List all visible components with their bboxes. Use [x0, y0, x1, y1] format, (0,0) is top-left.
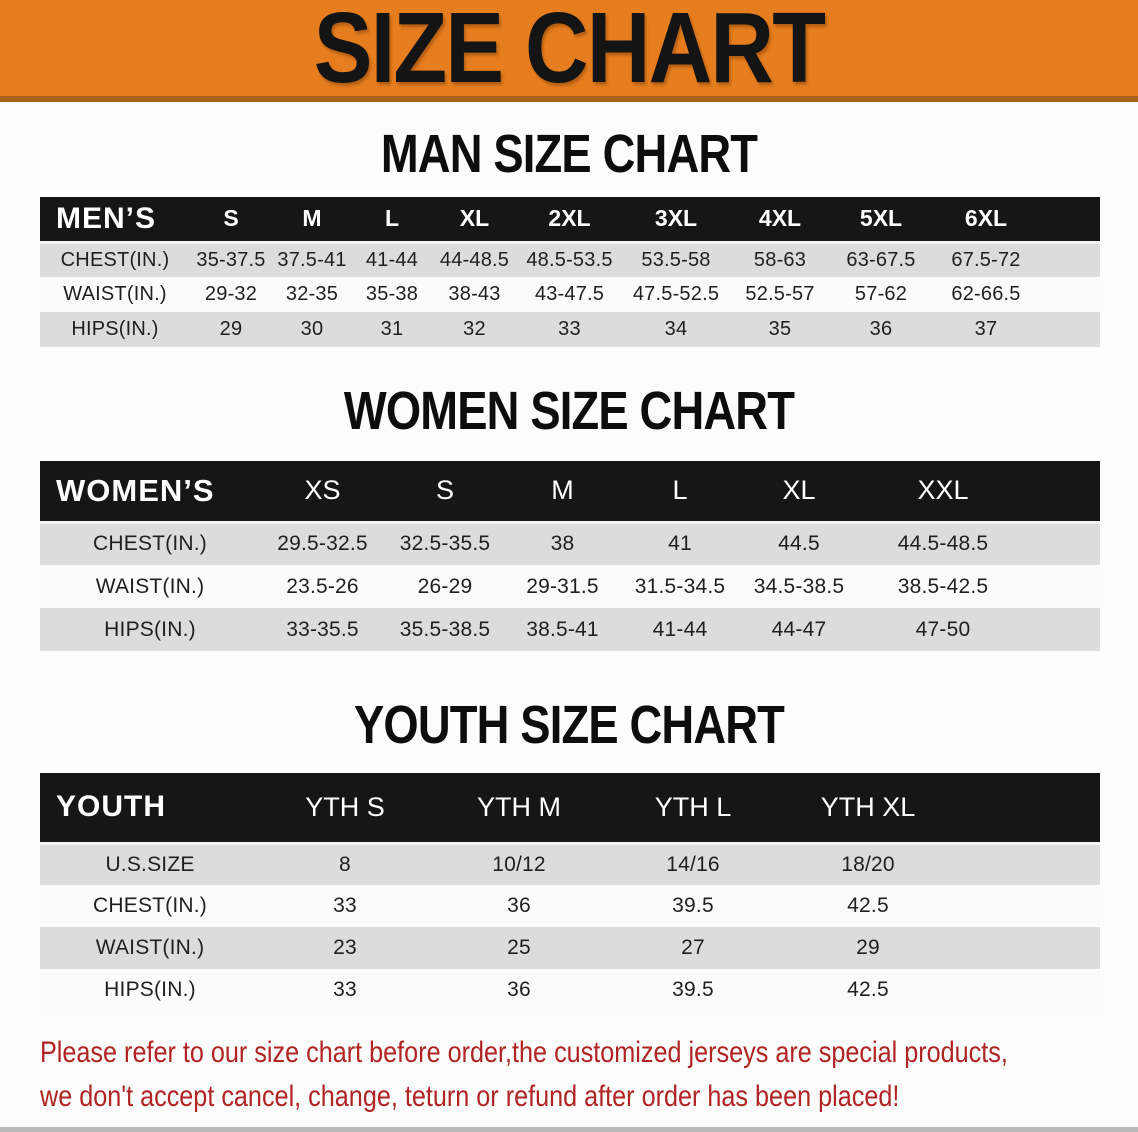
header-row	[40, 197, 1100, 242]
table-cell: 23.5-26	[286, 574, 359, 598]
column-header: 5XL	[830, 197, 932, 242]
table-cell: 32	[463, 318, 486, 340]
table-cell: 38.5-42.5	[897, 574, 989, 598]
table-cell: 44-48.5	[439, 248, 510, 271]
spacer-cell	[1028, 522, 1100, 565]
disclaimer-line-1: Please refer to our size chart before order,the customized jerseys are special products,	[40, 1036, 1008, 1069]
table-cell: 8	[339, 852, 351, 876]
column-header: S	[190, 197, 272, 242]
table-cell: 42.5	[847, 894, 889, 917]
table-cell: 47.5-52.5	[632, 283, 720, 305]
table-cell: 29.5-32.5	[277, 532, 368, 556]
table-cell: 63-67.5	[846, 248, 916, 271]
column-header: 2XL	[517, 197, 622, 242]
table-cell: 29-31.5	[526, 574, 599, 598]
table-cell: 31.5-34.5	[634, 574, 726, 598]
row-label: HIPS(IN.)	[71, 318, 159, 340]
row-label: HIPS(IN.)	[104, 617, 196, 641]
table-cell: 34.5-38.5	[753, 574, 845, 598]
table-cell: 27	[681, 936, 705, 959]
corner-label: WOMEN’S	[40, 461, 260, 522]
table-cell: 44.5-48.5	[897, 532, 989, 556]
column-header: L	[352, 197, 432, 242]
spacer-cell	[958, 843, 1100, 885]
column-header: M	[505, 461, 620, 522]
corner-label: MEN’S	[40, 197, 190, 242]
table-cell: 38-43	[448, 283, 501, 305]
spacer-cell	[1040, 242, 1100, 277]
row-label: CHEST(IN.)	[60, 248, 170, 271]
table-cell: 37.5-41	[277, 248, 347, 271]
spacer-cell	[1028, 461, 1100, 522]
table-cell: 23	[333, 936, 357, 959]
column-header: L	[620, 461, 740, 522]
row-label: WAIST(IN.)	[95, 936, 205, 959]
column-header: 6XL	[932, 197, 1040, 242]
column-header: XXL	[858, 461, 1028, 522]
women-size-table	[40, 461, 1100, 651]
table-row	[40, 522, 1100, 565]
spacer-cell	[958, 885, 1100, 927]
column-header: XL	[740, 461, 858, 522]
table-row	[40, 885, 1100, 927]
table-cell: 48.5-53.5	[526, 248, 613, 271]
table-cell: 10/12	[492, 852, 546, 876]
column-header: M	[272, 197, 352, 242]
spacer-cell	[1028, 565, 1100, 608]
table-row	[40, 277, 1100, 312]
table-row	[40, 843, 1100, 885]
spacer-cell	[958, 969, 1100, 1011]
order-disclaimer	[40, 1031, 1138, 1119]
table-cell: 29	[856, 936, 880, 959]
page-title: SIZE CHART	[313, 0, 825, 104]
disclaimer-line-2: we don't accept cancel, change, teturn or refund after order has been placed!	[40, 1080, 900, 1113]
table-cell: 39.5	[672, 894, 714, 917]
table-cell: 33-35.5	[286, 617, 359, 641]
column-header: 3XL	[622, 197, 730, 242]
table-cell: 35.5-38.5	[399, 617, 491, 641]
table-cell: 29-32	[204, 283, 258, 305]
table-cell: 18/20	[841, 852, 895, 876]
row-label: WAIST(IN.)	[95, 574, 205, 598]
table-cell: 14/16	[666, 852, 720, 876]
table-cell: 34	[664, 318, 688, 340]
column-header: YTH S	[260, 773, 430, 843]
table-cell: 35	[768, 318, 792, 340]
spacer-cell	[958, 927, 1100, 969]
youth-size-table	[40, 773, 1100, 1011]
row-label: U.S.SIZE	[105, 852, 195, 876]
table-cell: 41-44	[365, 248, 419, 271]
table-cell: 35-38	[365, 283, 419, 305]
column-header: YTH XL	[778, 773, 958, 843]
table-cell: 42.5	[847, 978, 889, 1001]
row-label: CHEST(IN.)	[93, 532, 207, 556]
table-row	[40, 565, 1100, 608]
table-cell: 36	[869, 318, 893, 340]
table-cell: 33	[333, 978, 357, 1001]
column-header: 4XL	[730, 197, 830, 242]
youth-size-section	[0, 695, 1138, 1011]
header-row	[40, 773, 1100, 843]
table-cell: 33	[333, 894, 357, 917]
man-size-table	[40, 197, 1100, 347]
table-cell: 36	[507, 894, 531, 917]
table-cell: 26-29	[417, 574, 473, 598]
youth-chart-heading	[0, 695, 1138, 755]
spacer-cell	[958, 773, 1100, 843]
table-cell: 38	[550, 532, 575, 556]
table-cell: 58-63	[753, 248, 807, 271]
size-chart-banner	[0, 0, 1138, 102]
table-cell: 30	[300, 318, 324, 340]
women-chart-heading-text: WOMEN SIZE CHART	[343, 381, 795, 441]
table-cell: 43-47.5	[534, 283, 605, 305]
column-header: XS	[260, 461, 385, 522]
table-cell: 53.5-58	[641, 248, 711, 271]
row-label: CHEST(IN.)	[93, 894, 207, 917]
spacer-cell	[1040, 277, 1100, 312]
header-row	[40, 461, 1100, 522]
table-cell: 33	[558, 318, 581, 340]
column-header: XL	[432, 197, 517, 242]
table-cell: 67.5-72	[951, 248, 1021, 271]
table-cell: 44.5	[778, 532, 820, 556]
table-cell: 52.5-57	[745, 283, 815, 305]
table-cell: 31	[380, 318, 404, 340]
table-cell: 62-66.5	[951, 283, 1021, 305]
man-chart-heading	[0, 124, 1138, 184]
column-header: YTH M	[430, 773, 608, 843]
row-label: WAIST(IN.)	[63, 283, 167, 305]
row-label: HIPS(IN.)	[104, 978, 196, 1001]
table-row	[40, 312, 1100, 347]
table-cell: 32-35	[285, 283, 339, 305]
women-chart-heading	[0, 381, 1138, 441]
corner-label: YOUTH	[40, 773, 260, 843]
table-cell: 25	[507, 936, 531, 959]
spacer-cell	[1028, 608, 1100, 651]
table-cell: 37	[974, 318, 998, 340]
spacer-cell	[1040, 312, 1100, 347]
column-header: S	[385, 461, 505, 522]
youth-chart-heading-text: YOUTH SIZE CHART	[353, 695, 785, 755]
table-cell: 32.5-35.5	[399, 532, 491, 556]
table-cell: 36	[507, 978, 531, 1001]
spacer-cell	[1040, 197, 1100, 242]
table-cell: 41-44	[652, 617, 708, 641]
table-cell: 41	[668, 532, 692, 556]
table-cell: 44-47	[771, 617, 827, 641]
women-size-section	[0, 381, 1138, 651]
man-size-section	[0, 124, 1138, 347]
table-row	[40, 608, 1100, 651]
column-header: YTH L	[608, 773, 778, 843]
table-cell: 29	[219, 318, 243, 340]
table-row	[40, 927, 1100, 969]
table-row	[40, 242, 1100, 277]
table-cell: 47-50	[915, 617, 971, 641]
table-cell: 57-62	[854, 283, 908, 305]
bottom-edge-strip	[0, 1127, 1138, 1132]
table-cell: 35-37.5	[196, 248, 266, 271]
table-cell: 39.5	[672, 978, 714, 1001]
man-chart-heading-text: MAN SIZE CHART	[380, 124, 758, 184]
table-row	[40, 969, 1100, 1011]
table-cell: 38.5-41	[526, 617, 599, 641]
